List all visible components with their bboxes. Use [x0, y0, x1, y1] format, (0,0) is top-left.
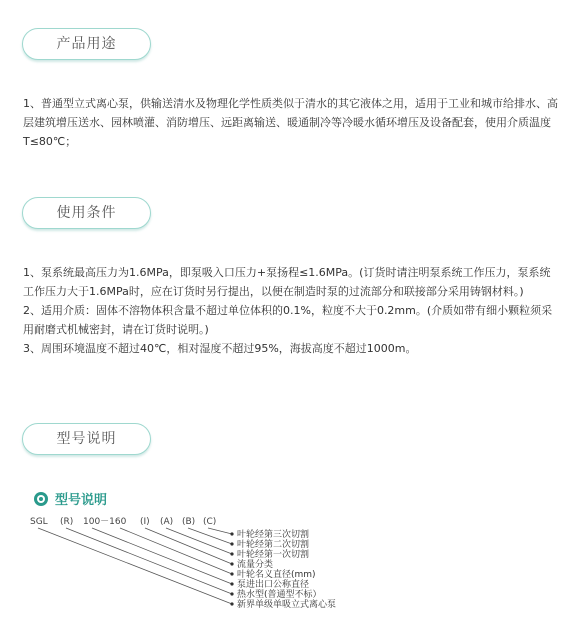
section-heading-model: 型号说明 [22, 423, 151, 455]
diagram-title: 型号说明 [55, 493, 108, 508]
leader-line-sgl [38, 528, 232, 604]
model-code-diagram [0, 484, 580, 634]
conditions-paragraph-2: 2、适用介质：固体不溶物体积含量不超过单位体积的0.1%，粒度不大于0.2mm。(介质如带有细小颗粒须采用耐磨式机械密封，请在订货时说明。) [23, 304, 553, 336]
conditions-paragraph-1: 1、泵系统最高压力为1.6MPa，即泵吸入口压力+泵扬程≤1.6MPa。(订货时请注明泵系统工作压力，泵系统工作压力大于1.6MPa时，应在订货时另行提出，以便在制造时泵的过流部分和联接部分采用铸钢材料。) [23, 266, 551, 298]
label-hot-water: 热水型(普通型不标） [237, 590, 322, 600]
label-second-trim: 叶轮经第二次切割 [237, 540, 310, 550]
label-third-trim: 叶轮经第三次切割 [237, 530, 310, 540]
label-port-diameter: 泵进出口公称直径 [237, 580, 310, 590]
section-heading-conditions: 使用条件 [22, 197, 151, 229]
label-first-trim: 叶轮经第一次切割 [237, 550, 310, 560]
label-pump-series: 新界单级单吸立式离心泵 [237, 600, 337, 610]
leader-line-r [66, 528, 232, 594]
label-flow-class: 流量分类 [237, 560, 274, 570]
label-impeller-diameter: 叶轮名义直径(mm) [237, 570, 316, 580]
leader-line-b [188, 528, 232, 544]
code-token-a: (A) [160, 517, 174, 527]
code-token-b: (B) [182, 517, 196, 527]
conditions-text [23, 263, 558, 358]
usage-text [23, 94, 558, 151]
code-token-c: (C) [203, 517, 217, 527]
title-circle-icon [34, 492, 48, 506]
leader-line-c [208, 528, 232, 534]
usage-paragraph: 1、普通型立式离心泵，供输送清水及物理化学性质类似于清水的其它液体之用，适用于工业和城市给排水、高层建筑增压送水、园林喷灌、消防增压、远距离输送、暖通制冷等冷暖水循环增压及设备配套，使用介质温度T≤80℃； [23, 97, 558, 148]
code-token-r: (R) [60, 517, 74, 527]
section-heading-usage: 产品用途 [22, 28, 151, 60]
code-token-size: 100－160 [83, 517, 127, 527]
conditions-paragraph-3: 3、周围环境温度不超过40℃，相对湿度不超过95%，海拔高度不超过1000m。 [23, 342, 417, 355]
code-token-sgl: SGL [30, 517, 48, 527]
leader-line-i [145, 528, 232, 564]
code-token-i: (I) [140, 517, 150, 527]
